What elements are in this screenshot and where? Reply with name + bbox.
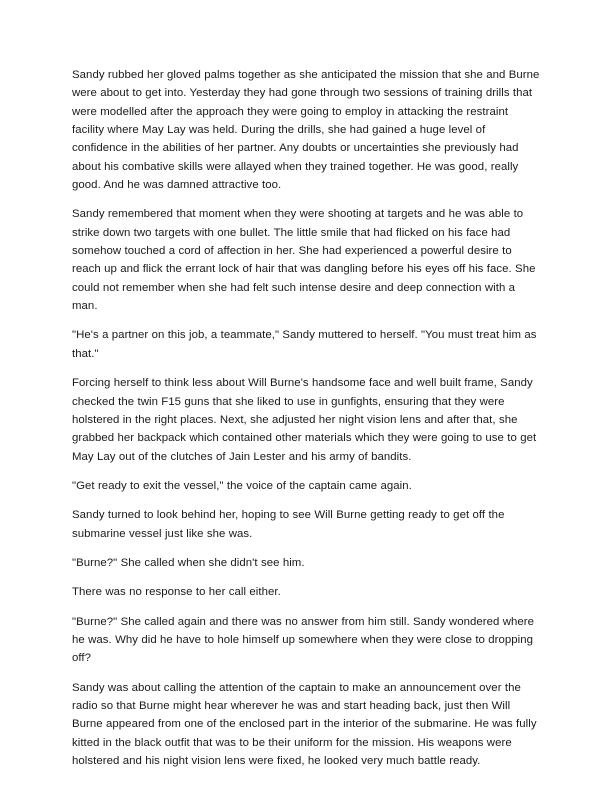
body-paragraph: Sandy was about calling the attention of the captain to make an announcement over the radio so that Burne might hear wherever he was and start heading back, just then Will Burne appeared from one of the enclosed part in the interior of the submarine. He was fully kitted in the black outfit that was to be their uniform for the mission. His weapons were holstered and his night vision lens were fixed, he looked very much battle ready. (72, 681, 537, 767)
body-paragraph: Sandy remembered that moment when they were shooting at targets and he was able to strike down two targets with one bullet. The little smile that had flicked on his face had somehow touched a cord of affection in her. She had experienced a powerful desire to reach up and flick the errant lock of hair that was dangling before his eyes off his face. She could not remember when she had felt such intense desire and deep connection with a man. (72, 208, 536, 313)
body-paragraph: "Burne?" She called when she didn't see him. (72, 556, 305, 569)
body-paragraph: "Get ready to exit the vessel," the voice of the captain came again. (72, 479, 412, 492)
body-paragraph: Sandy rubbed her gloved palms together as she anticipated the mission that she and Burne were about to get into. Yesterday they had gone through two sessions of training drills that were modelled after the approach they were going to employ in attacking the restraint facility where May Lay was held. During the drills, she had gained a huge level of confidence in the abilities of her partner. Any doubts or uncertainties she previously had about his combative skills were allayed when they trained together. He was good, really good. And he was damned attractive too. (72, 69, 540, 192)
body-paragraph: Forcing herself to think less about Will Burne's handsome face and well built frame, Sandy checked the twin F15 guns that she liked to use in gunfights, ensuring that they were holstered in the right places. Next, she adjusted her night vision lens and after that, she grabbed her backpack which contained other materials which they were going to use to get May Lay out of the clutches of Jain Lester and his army of bandits. (72, 377, 537, 463)
body-paragraph: There was no response to her call either. (72, 586, 281, 599)
body-paragraph: "He's a partner on this job, a teammate," Sandy muttered to herself. "You must treat him as that." (72, 329, 537, 360)
body-paragraph: Sandy turned to look behind her, hoping to see Will Burne getting ready to get off the submarine vessel just like she was. (72, 509, 505, 540)
body-text-column (72, 66, 540, 770)
body-paragraph: "Burne?" She called again and there was no answer from him still. Sandy wondered where he was. Why did he have to hole himself up somewhere when they were close to dropping off? (72, 615, 535, 665)
